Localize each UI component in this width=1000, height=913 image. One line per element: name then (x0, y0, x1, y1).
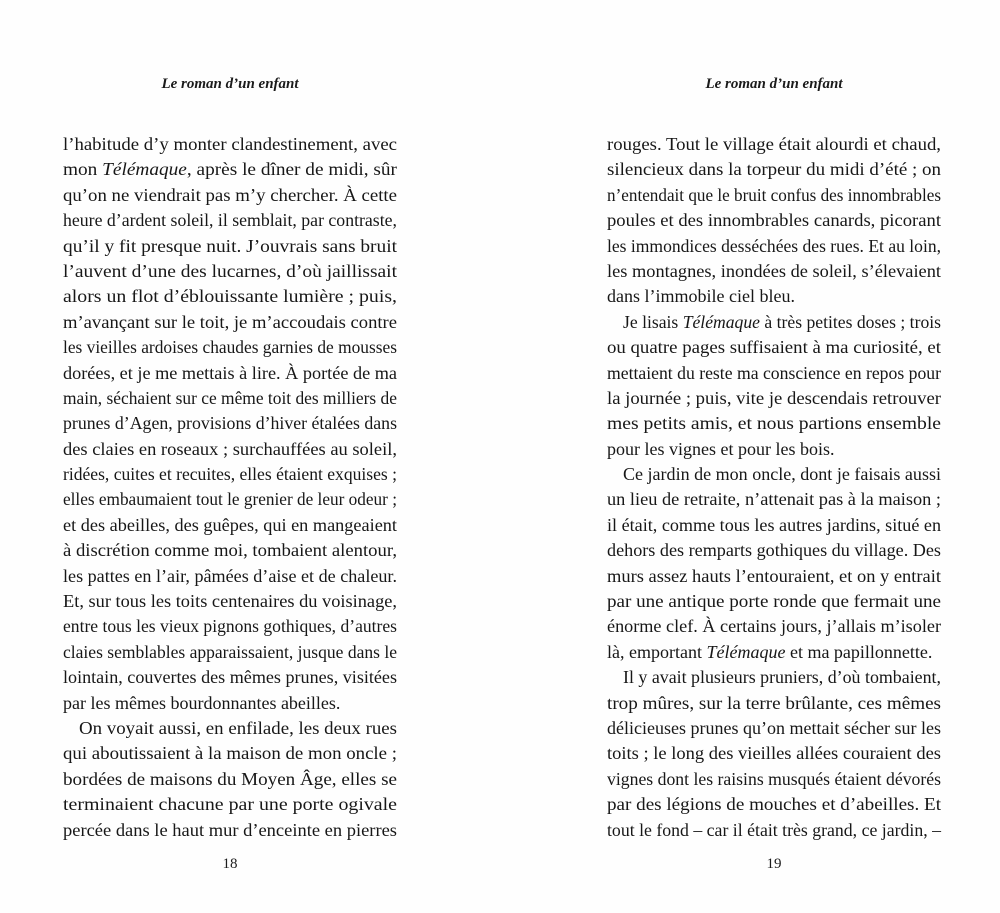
text-line: trop mûres, sur la terre brûlante, ces mêmes (607, 692, 941, 713)
text-line: main, séchaient sur ce même toit des milliers de (63, 387, 397, 408)
text-line: pour les vignes et pour les bois. (607, 438, 835, 459)
page-number-right: 19 (766, 856, 782, 872)
text-line: prunes d’Agen, provisions d’hiver étalées dans (63, 413, 397, 434)
text-line: n’entendait que le bruit confus des innombrables (607, 184, 941, 205)
text-line: il était, comme tous les autres jardins, situé en (607, 514, 941, 535)
text-line: par une antique porte ronde que fermait une (607, 591, 941, 612)
running-head-right: Le roman d’un enfant (705, 76, 843, 92)
text-line: mettaient du reste ma conscience en repos pour (607, 362, 941, 383)
text-line: poules et des innombrables canards, picorant (607, 210, 941, 231)
text-line: alors un flot d’éblouissante lumière ; puis, (63, 286, 397, 307)
text-line: et des abeilles, des guêpes, qui en mangeaient (63, 514, 397, 535)
text-line: vignes dont les raisins musqués étaient dévorés (607, 768, 941, 789)
text-line: à discrétion comme moi, tombaient alentour, (63, 540, 397, 561)
text-line: Je lisais Télémaque à très petites doses ; trois (623, 311, 941, 332)
text-line: tout le fond – car il était très grand, ce jardin, – (607, 819, 941, 840)
text-line: claies semblables apparaissaient, jusque dans le (63, 641, 397, 662)
text-line: elles embaumaient tout le grenier de leur odeur ; (63, 489, 397, 510)
text-line: des claies en roseaux ; surchauffées au soleil, (63, 438, 397, 459)
text-line: terminaient chacune par une porte ogivale (63, 794, 397, 815)
text-line: ridées, cuites et recuites, elles étaient exquises ; (63, 464, 397, 485)
text-line: l’auvent d’une des lucarnes, d’où jaillissait (63, 260, 397, 281)
text-line: percée dans le haut mur d’enceinte en pierres (63, 819, 397, 840)
text-line: dehors des remparts gothiques du village. Des (607, 540, 941, 561)
page-number-left: 18 (222, 856, 238, 872)
text-line: ou quatre pages suffisaient à ma curiosité, et (607, 337, 941, 358)
text-line: entre tous les vieux pignons gothiques, d’autres (63, 616, 397, 637)
text-line: mon Télémaque, après le dîner de midi, sûr (63, 159, 397, 180)
text-line: par les mêmes bourdonnantes abeilles. (63, 692, 341, 713)
text-line: là, emportant Télémaque et ma papillonnette. (607, 641, 933, 662)
text-line: les montagnes, inondées de soleil, s’élevaient (607, 260, 941, 281)
text-line: dans l’immobile ciel bleu. (607, 286, 795, 307)
text-line: silencieux dans la torpeur du midi d’été ; on (607, 159, 941, 180)
text-line: la journée ; puis, vite je descendais retrouver (607, 387, 941, 408)
text-line: qu’il y fit presque nuit. J’ouvrais sans bruit (63, 235, 397, 256)
text-line: qui aboutissaient à la maison de mon oncle ; (63, 743, 397, 764)
page-column-left (63, 132, 397, 843)
text-line: l’habitude d’y monter clandestinement, avec (63, 134, 397, 154)
text-line: les vieilles ardoises chaudes garnies de mousses (63, 337, 397, 358)
page-column-right (607, 132, 941, 843)
text-line: bordées de maisons du Moyen Âge, elles se (63, 768, 397, 789)
text-line: lointain, couvertes des mêmes prunes, visitées (63, 667, 397, 688)
text-line: les immondices desséchées des rues. Et au loin, (607, 235, 941, 256)
text-line: dorées, et je me mettais à lire. À portée de ma (63, 362, 397, 383)
text-line: mes petits amis, et nous partions ensemble (607, 413, 941, 434)
text-line: Ce jardin de mon oncle, dont je faisais aussi (623, 464, 941, 485)
text-line: toits ; le long des vieilles allées couraient des (607, 743, 941, 764)
text-line: m’avançant sur le toit, je m’accoudais contre (63, 311, 397, 332)
text-line: Il y avait plusieurs pruniers, d’où tombaient, (623, 667, 941, 688)
text-line: murs assez hauts l’entouraient, et on y entrait (607, 565, 941, 586)
text-line: On voyait aussi, en enfilade, les deux rues (79, 717, 397, 738)
text-line: délicieuses prunes qu’on mettait sécher sur les (607, 717, 941, 738)
text-line: par des légions de mouches et d’abeilles. Et (607, 794, 941, 815)
text-line: heure d’ardent soleil, il semblait, par contraste, (63, 210, 397, 231)
text-line: qu’on ne viendrait pas m’y chercher. À cette (63, 184, 397, 205)
text-line: énorme clef. À certains jours, j’allais m’isoler (607, 616, 941, 637)
text-line: Et, sur tous les toits centenaires du voisinage, (63, 591, 397, 612)
text-line: un lieu de retraite, n’attenait pas à la maison ; (607, 489, 941, 510)
running-head-left: Le roman d’un enfant (161, 76, 299, 92)
text-line: les pattes en l’air, pâmées d’aise et de chaleur. (63, 565, 397, 586)
text-line: rouges. Tout le village était alourdi et chaud, (607, 134, 941, 154)
